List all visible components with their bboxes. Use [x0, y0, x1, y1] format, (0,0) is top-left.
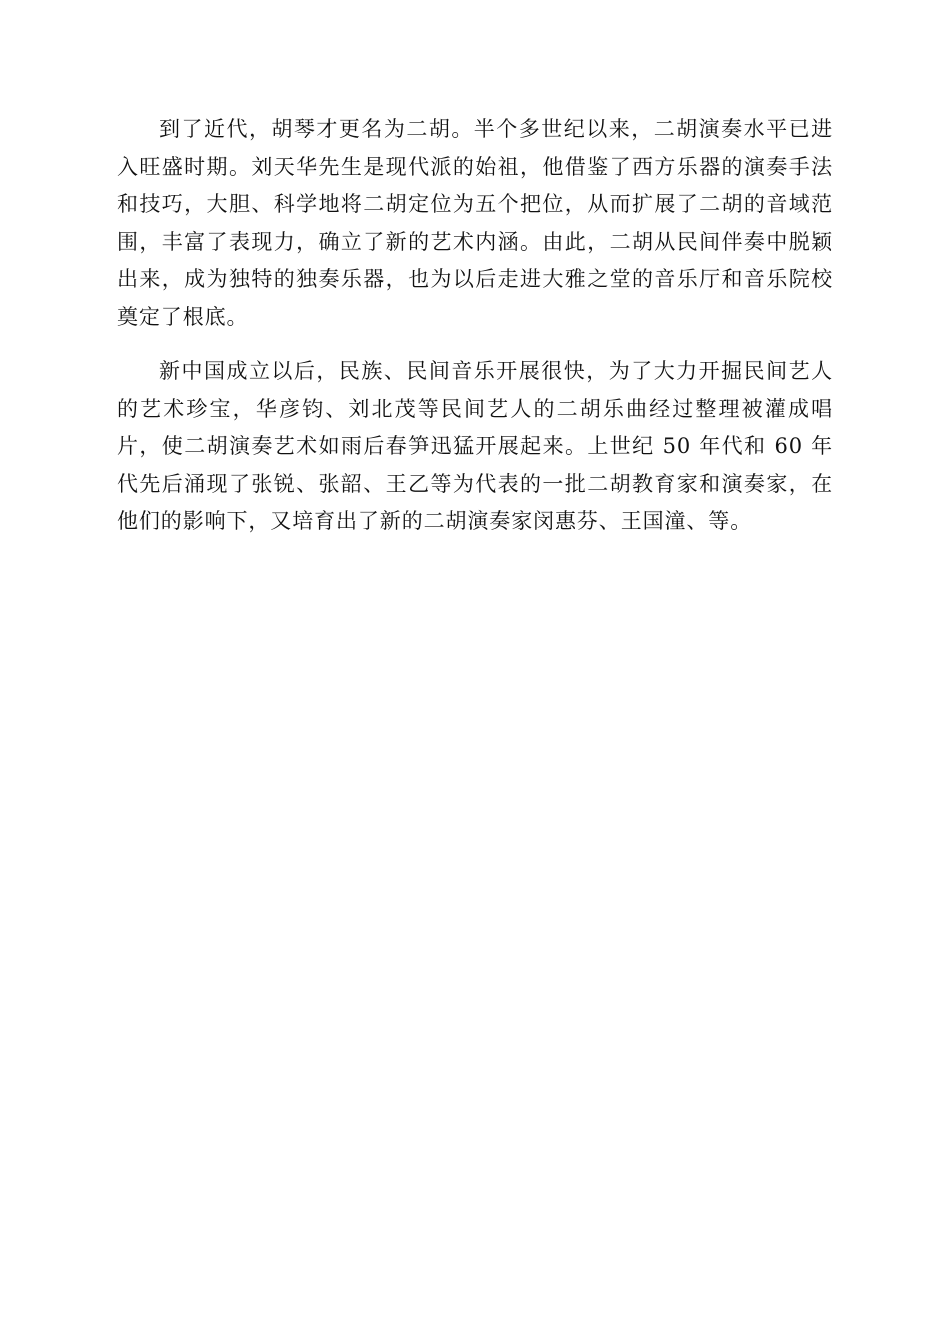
- paragraph-erhu-modern-era: 到了近代，胡琴才更名为二胡。半个多世纪以来，二胡演奏水平已进入旺盛时期。刘天华先生是现代派的始祖，他借鉴了西方乐器的演奏手法和技巧，大胆、科学地将二胡定位为五个把位，从而扩展了二胡的音域范围，丰富了表现力，确立了新的艺术内涵。由此，二胡从民间伴奏中脱颖出来，成为独特的独奏乐器，也为以后走进大雅之堂的音乐厅和音乐院校奠定了根底。: [117, 117, 833, 329]
- paragraph-new-china-development: 新中国成立以后，民族、民间音乐开展很快，为了大力开掘民间艺人的艺术珍宝，华彦钧、刘北茂等民间艺人的二胡乐曲经过整理被灌成唱片，使二胡演奏艺术如雨后春笋迅猛开展起来。上世纪 50 年代和 60 年代先后涌现了张锐、张韶、王乙等为代表的一批二胡教育家和演奏家，在他们的影响下，又培育出了新的二胡演奏家闵惠芬、王国潼、等。: [117, 359, 833, 533]
- document-body: [117, 111, 833, 558]
